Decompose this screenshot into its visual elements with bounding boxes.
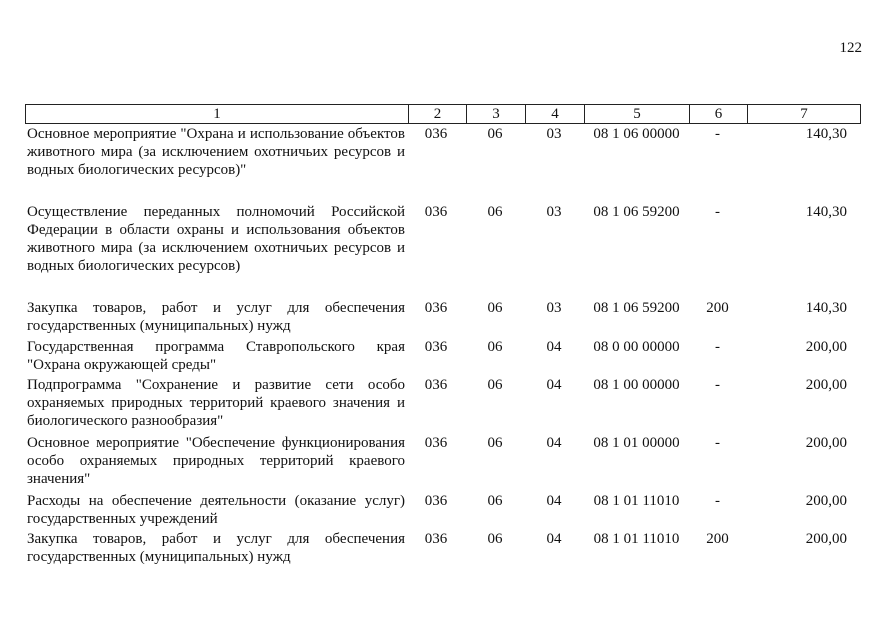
target-article-code: 08 1 01 00000 (593, 435, 680, 451)
subsection-code: 04 (546, 377, 562, 393)
row-description: Расходы на обеспечение деятельности (оказание услуг) государственных учреждений (27, 493, 405, 527)
expense-type-code: - (715, 204, 720, 220)
column-number-4: 4 (526, 105, 585, 124)
column-number-7: 7 (748, 105, 861, 124)
subsection-code: 03 (546, 300, 562, 316)
row-description: Основное мероприятие "Обеспечение функционирования особо охраняемых природных территорий краевого значения" (27, 435, 405, 487)
row-description: Закупка товаров, работ и услуг для обеспечения государственных (муниципальных) нужд (27, 300, 405, 334)
subsection-code: 04 (546, 339, 562, 355)
column-header-table (25, 104, 861, 124)
target-article-code: 08 1 06 00000 (593, 126, 680, 142)
target-article-code: 08 0 00 00000 (593, 339, 680, 355)
subsection-code: 03 (546, 126, 562, 142)
column-number-5: 5 (585, 105, 690, 124)
expense-type-code: - (715, 493, 720, 509)
target-article-code: 08 1 06 59200 (593, 300, 680, 316)
target-article-code: 08 1 00 00000 (593, 377, 680, 393)
target-article-code: 08 1 01 11010 (593, 493, 680, 509)
section-code: 06 (487, 493, 503, 509)
subsection-code: 04 (546, 435, 562, 451)
column-number-6: 6 (690, 105, 748, 124)
section-code: 06 (487, 339, 503, 355)
ministry-code: 036 (424, 300, 448, 316)
page-number: 122 (839, 40, 862, 56)
target-article-code: 08 1 01 11010 (593, 531, 680, 547)
column-number-3: 3 (467, 105, 526, 124)
column-number-2: 2 (409, 105, 467, 124)
ministry-code: 036 (424, 377, 448, 393)
amount-value: 140,30 (805, 126, 847, 142)
section-code: 06 (487, 435, 503, 451)
subsection-code: 04 (546, 531, 562, 547)
amount-value: 200,00 (805, 435, 847, 451)
column-number-1: 1 (26, 105, 409, 124)
expense-type-code: - (715, 339, 720, 355)
amount-value: 200,00 (805, 377, 847, 393)
expense-type-code: - (715, 377, 720, 393)
expense-type-code: 200 (706, 531, 729, 547)
ministry-code: 036 (424, 339, 448, 355)
ministry-code: 036 (424, 435, 448, 451)
row-description: Осуществление переданных полномочий Российской Федерации в области охраны и использования объектов животного мира (за исключением охотничьих ресурсов и водных биологических ресурсов) (27, 204, 405, 274)
ministry-code: 036 (424, 493, 448, 509)
expense-type-code: - (715, 435, 720, 451)
row-description: Закупка товаров, работ и услуг для обеспечения государственных (муниципальных) нужд (27, 531, 405, 565)
row-description: Основное мероприятие "Охрана и использование объектов животного мира (за исключением охотничьих ресурсов и водных биологических ресурсов)" (27, 126, 405, 178)
expense-type-code: 200 (706, 300, 729, 316)
section-code: 06 (487, 531, 503, 547)
amount-value: 200,00 (805, 531, 847, 547)
amount-value: 200,00 (805, 493, 847, 509)
section-code: 06 (487, 377, 503, 393)
subsection-code: 04 (546, 493, 562, 509)
target-article-code: 08 1 06 59200 (593, 204, 680, 220)
row-description: Государственная программа Ставропольского края "Охрана окружающей среды" (27, 339, 405, 373)
amount-value: 140,30 (805, 204, 847, 220)
section-code: 06 (487, 204, 503, 220)
section-code: 06 (487, 300, 503, 316)
column-number-row (26, 105, 861, 124)
amount-value: 200,00 (805, 339, 847, 355)
section-code: 06 (487, 126, 503, 142)
ministry-code: 036 (424, 126, 448, 142)
subsection-code: 03 (546, 204, 562, 220)
amount-value: 140,30 (805, 300, 847, 316)
ministry-code: 036 (424, 204, 448, 220)
expense-type-code: - (715, 126, 720, 142)
row-description: Подпрограмма "Сохранение и развитие сети особо охраняемых природных территорий краевого значения и биологического разнообразия" (27, 377, 405, 429)
ministry-code: 036 (424, 531, 448, 547)
